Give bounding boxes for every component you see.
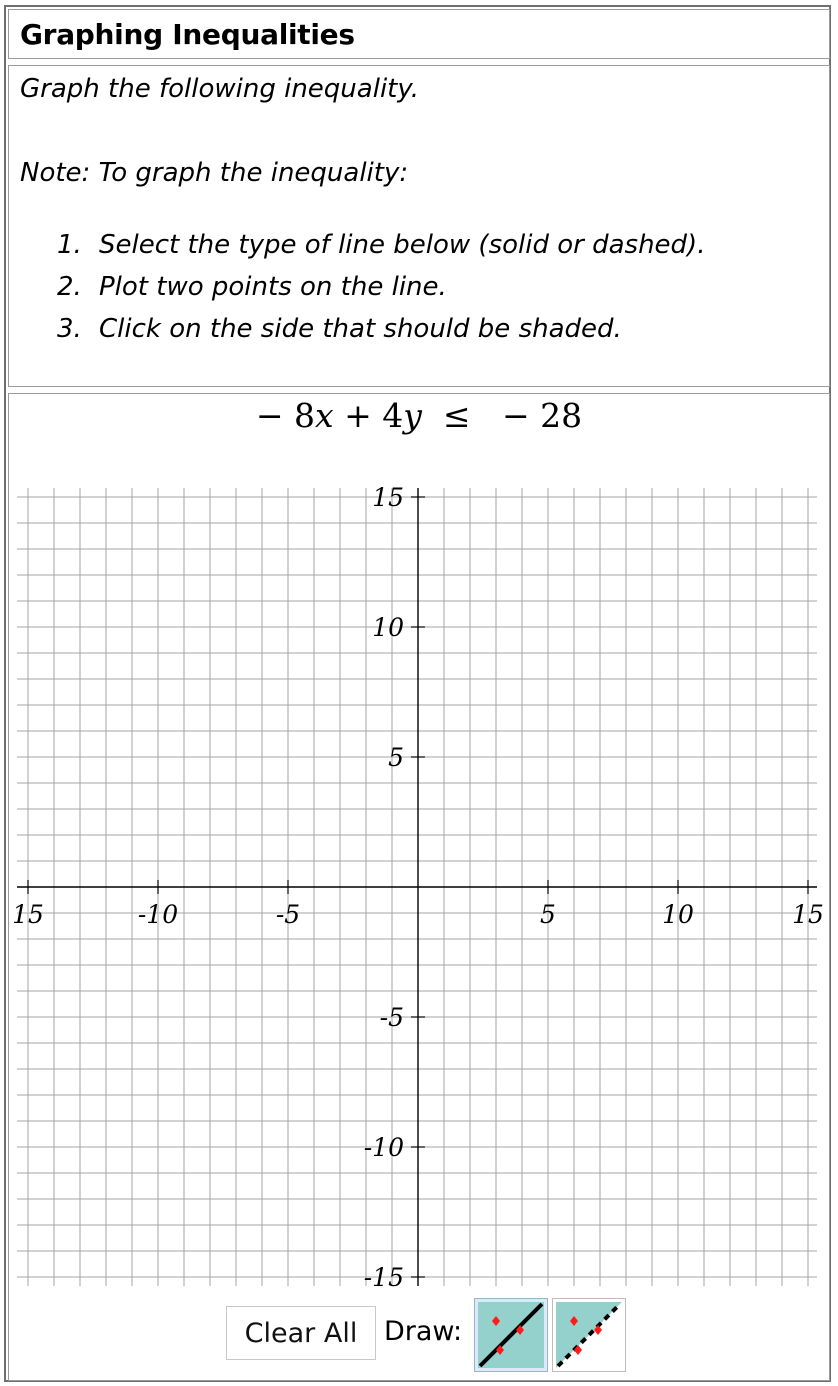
equation-y-term: + 4 bbox=[333, 396, 404, 435]
step-text: Select the type of line below (solid or dashed). bbox=[99, 230, 706, 260]
x-tick-label: 15 bbox=[12, 900, 44, 929]
draw-label: Draw: bbox=[384, 1316, 463, 1347]
y-tick-label: -5 bbox=[379, 1003, 404, 1032]
instruction-prompt: Graph the following inequality. bbox=[20, 74, 419, 104]
step-text: Click on the side that should be shaded. bbox=[99, 314, 622, 344]
x-tick-label: 5 bbox=[540, 900, 556, 929]
x-tick-label: 10 bbox=[662, 900, 694, 929]
solid-line-tool-button[interactable] bbox=[474, 1298, 548, 1372]
y-tick-label: 15 bbox=[372, 483, 404, 512]
step-text: Plot two points on the line. bbox=[99, 272, 447, 302]
solid-line-icon bbox=[478, 1302, 544, 1368]
equation-var-y: y bbox=[403, 396, 422, 435]
y-tick-label: 5 bbox=[388, 743, 404, 772]
step-number: 1. bbox=[57, 230, 82, 260]
x-tick-label: 15 bbox=[792, 900, 824, 929]
instruction-note: Note: To graph the inequality: bbox=[20, 158, 409, 188]
dashed-line-tool-button[interactable] bbox=[552, 1298, 626, 1372]
x-tick-label: -10 bbox=[137, 900, 179, 929]
equation-rhs: − 28 bbox=[491, 396, 583, 435]
step-number: 2. bbox=[57, 272, 82, 302]
x-tick-label: -5 bbox=[275, 900, 301, 929]
y-tick-label: 10 bbox=[372, 613, 404, 642]
page-title: Graphing Inequalities bbox=[20, 18, 355, 51]
dashed-line-icon bbox=[556, 1302, 622, 1368]
step-number: 3. bbox=[57, 314, 82, 344]
clear-all-button[interactable]: Clear All bbox=[226, 1306, 376, 1360]
y-tick-label: -10 bbox=[363, 1133, 404, 1162]
equation-x-coefficient: − 8 bbox=[255, 396, 315, 435]
equation-var-x: x bbox=[314, 396, 334, 435]
y-tick-label: -15 bbox=[363, 1263, 404, 1292]
equation-relation: ≤ bbox=[421, 396, 492, 435]
